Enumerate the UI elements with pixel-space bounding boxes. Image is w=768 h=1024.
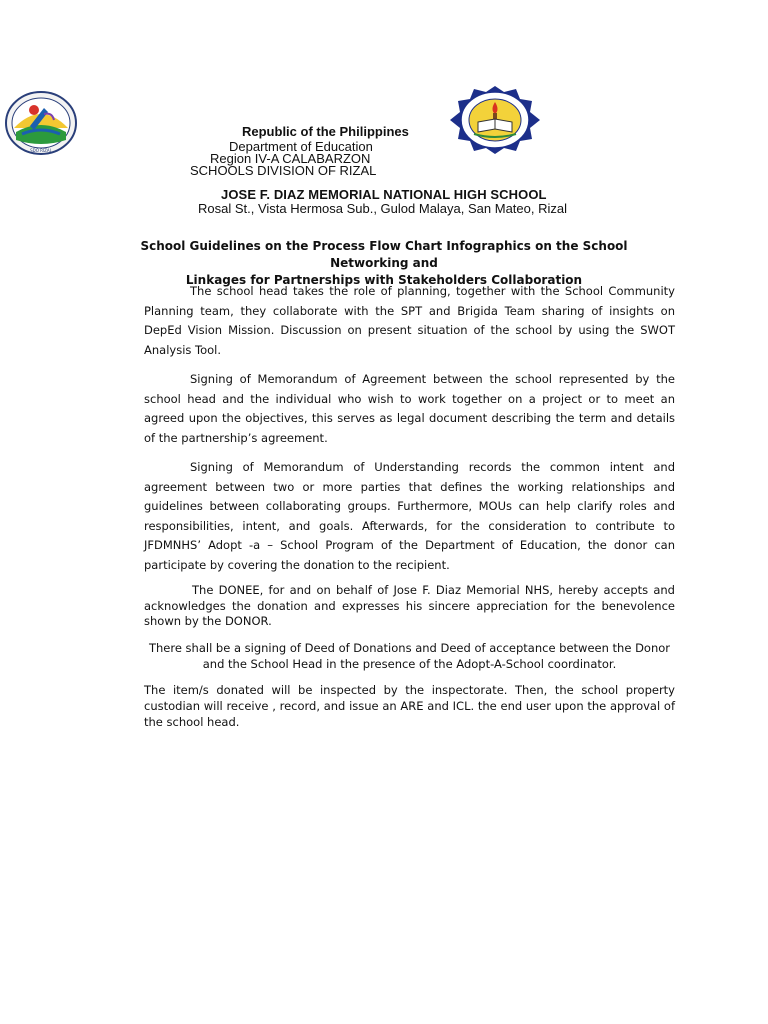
paragraph-text: Signing of Memorandum of Understanding records the common intent and agreement between two or more parties that defines the working relationships and guidelines between collaborating groups. Furthermore, MOUs can help clarify roles and responsibilities, intent, and goals. Afterwards, for the consideration to contribute to JFDMNHS’ Adopt -a – School Program of the Department of Education, the donor can participate by covering the donation to the recipient. xyxy=(144,460,675,572)
paragraph-planning xyxy=(144,282,675,360)
paragraph-text: The school head takes the role of planning, together with the School Community Planning team, they collaborate with the SPT and Brigida Team sharing of insights on DepEd Vision Mission. Discussion on present situation of the school by using the SWOT Analysis Tool. xyxy=(144,284,675,357)
document-title-line-2: Linkages for Partnerships with Stakeholders Collaboration xyxy=(185,273,583,287)
school-seal-icon xyxy=(444,84,546,156)
paragraph-text: Signing of Memorandum of Agreement between the school represented by the school head and the individual who wish to work together on a project or to meet an agreed upon the objectives, this serves as legal document describing the term and details of the partnership’s agreement. xyxy=(144,372,675,445)
document-title-line-1: School Guidelines on the Process Flow Chart Infographics on the School Networking and xyxy=(140,239,628,270)
header-school-name: JOSE F. DIAZ MEMORIAL NATIONAL HIGH SCHOOL xyxy=(221,187,547,202)
paragraph-moa xyxy=(144,370,675,448)
header-region: Region IV-A CALABARZON xyxy=(210,151,371,166)
division-seal-icon xyxy=(4,90,78,156)
paragraph-donee xyxy=(144,583,675,630)
header-address: Rosal St., Vista Hermosa Sub., Gulod Malaya, San Mateo, Rizal xyxy=(198,201,567,216)
paragraph-inspection: The item/s donated will be inspected by the inspectorate. Then, the school property custodian will receive , record, and issue an ARE and ICL. the end user upon the approval of the school head. xyxy=(144,683,675,729)
header-department: Department of Education xyxy=(229,139,373,154)
header-division: SCHOOLS DIVISION OF RIZAL xyxy=(190,163,377,178)
paragraph-mou xyxy=(144,458,675,575)
paragraph-deed-signing: There shall be a signing of Deed of Donations and Deed of acceptance between the Donor and the School Head in the presence of the Adopt-A-School coordinator. xyxy=(148,641,671,671)
header-republic: Republic of the Philippines xyxy=(242,124,409,139)
svg-text:SDO RIZAL: SDO RIZAL xyxy=(30,148,52,153)
paragraph-text: The DONEE, for and on behalf of Jose F. Diaz Memorial NHS, hereby accepts and acknowledges the donation and expresses his sincere appreciation for the benevolence shown by the DONOR. xyxy=(144,583,675,628)
